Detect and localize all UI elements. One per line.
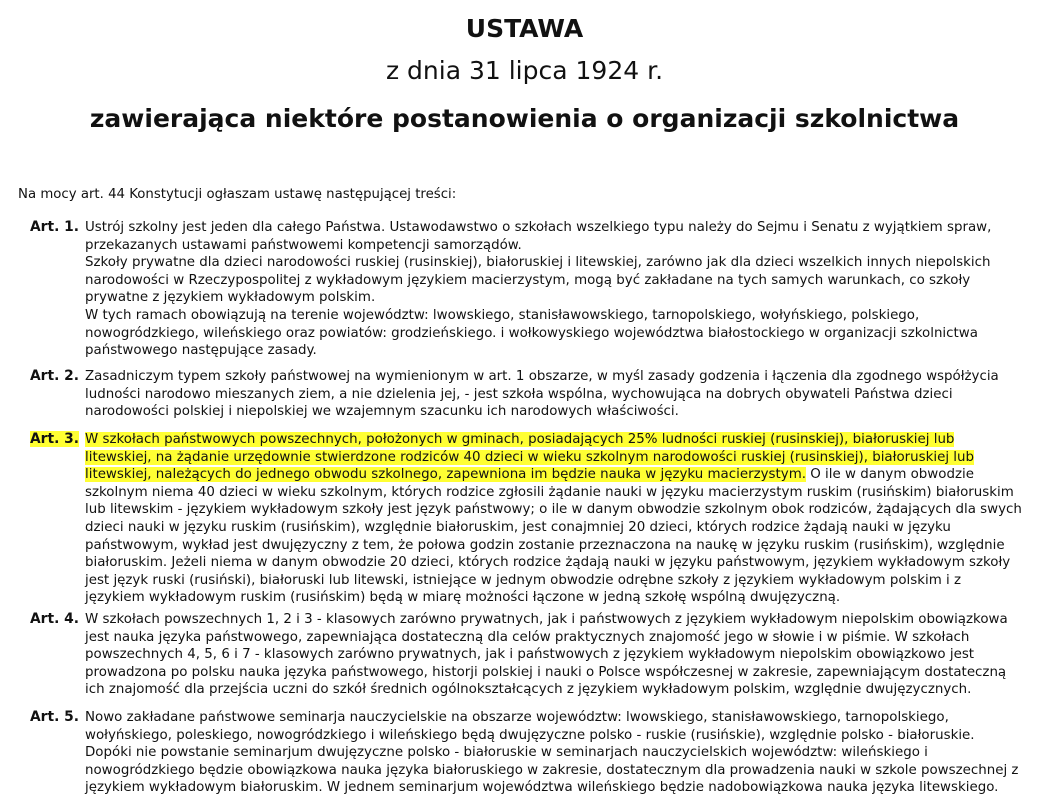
article-line: państwowym, wykład jest dwujęzyczny z tem, że połowa godzin zostanie przeznaczona na naukę w języku ruskim (rusińskim), względnie: [85, 537, 1005, 553]
article-line: lub litewskim - językiem wykładowym szkoły jest język państwowy; o ile w danym obwodzie szkolnym obok rodziców, żądających dla swych: [85, 502, 1022, 518]
article-line: prowadzona po polsku nauka języka państwowego, historji polskiej i nauki o Polsce współczesnej w zakresie, zapewniającym dostateczną: [85, 664, 1007, 680]
article-line: językiem wykładowym ruskim (rusińskim) będą w miarę możności łączone w jedną szkołę wspólną dwujęzyczną.: [85, 590, 841, 606]
article-body: [85, 368, 1035, 421]
article-line: powszechnych 4, 5, 6 i 7 - klasowych zarówno prywatnych, jak i państwowych z językiem wykładowym niepolskim obowiązkowo jest: [85, 647, 975, 663]
highlighted-text: litewskiej, należących do jednego obwodu szkolnego, zapewniona im będzie nauka w języku macierzystym.: [85, 467, 806, 483]
article-line: Szkoły prywatne dla dzieci narodowości ruskiej (rusinskiej), białoruskiej i litewskiej, zarówno jak dla dzieci wszelkich innych niepolskich: [85, 255, 991, 271]
article-line: ludności narodowo mieszanych ziem, a nie dzielenia jej, - jest szkoła wspólna, wychowująca na dobrych obywateli Państwa dzieci: [85, 386, 953, 402]
article-line: ich znajomość dla przejścia uczni do szkół średnich ogólnokształcących z językiem wykładowym polskim, względnie dwujęzycznych.: [85, 682, 972, 698]
law-date: z dnia 31 lipca 1924 r.: [385, 56, 664, 85]
highlighted-text: litewskiej, na żądanie urzędownie stwierdzone rodziców 40 dzieci w wieku szkolnym narodowości ruskiej (rusinskiej), białoruskiej lub: [85, 449, 975, 465]
article-body: [85, 219, 1035, 360]
article-line: W szkołach powszechnych 1, 2 i 3 - klasowych zarówno prywatnych, jak i państwowych z językiem wykładowym niepolskim obowiązkowa: [85, 612, 1008, 627]
article-line: przekazanych ustawami państwowemi kompetencji samorządów.: [85, 237, 522, 253]
highlighted-label: Art. 3.: [30, 431, 79, 447]
article-body: [85, 709, 1035, 797]
plain-text: O ile w danym obwodzie: [806, 467, 974, 483]
article-label: Art. 2.: [30, 368, 79, 384]
article-line: dzieci nauki w języku ruskim (rusińskim), względnie białoruskim, jest conajmniej 20 dzieci, których rodzice żądają nauki w języku: [85, 519, 951, 535]
article-line: nowogródzkiego, wileńskiego oraz powiatów: grodzieńskiego. i wołkowyskiego województwa białostockiego w organizacji szkolnictwa: [85, 325, 978, 341]
article-line: jest język ruski (rusiński), białoruski lub litewski, istniejące w jednym obwodzie odrębne szkoły z językiem wykładowym polskim i z: [85, 572, 961, 588]
article-line: Dopóki nie powstanie seminarjum dwujęzyczne polsko - białoruskie w seminarjach nauczycielskich województw: wileńskiego i: [85, 745, 928, 761]
law-subtitle: zawierająca niektóre postanowienia o organizacji szkolnictwa: [89, 104, 960, 133]
article-line: prywatne z językiem wykładowym polskim.: [85, 290, 376, 306]
article-line: Nowo zakładane państwowe seminarja nauczycielskie na obszarze województw: lwowskiego, stanisławowskiego, tarnopolskiego,: [85, 710, 949, 725]
intro-text: Na mocy art. 44 Konstytucji ogłaszam ustawę następującej treści:: [18, 187, 457, 202]
article-line: wołyńskiego, poleskiego, nowogródzkiego i wileńskiego będą dwujęzyczne polsko - ruskie (rusińskie), względnie polsko - białoruskie.: [85, 727, 975, 743]
article-label: Art. 1.: [30, 219, 79, 235]
article-line-highlighted: [85, 449, 1035, 467]
article-label: Art. 4.: [30, 611, 79, 627]
article-line: jest nauka języka państwowego, zapewniająca dostateczną dla celów praktycznych znajomość jego w słowie i w piśmie. W szkołach: [85, 629, 970, 645]
article-body: [85, 431, 1035, 607]
law-title: USTAWA: [465, 14, 584, 43]
article-line: narodowości polskiej i niepolskiej we wzajemnym szacunku ich narodowych właściwości.: [85, 404, 679, 420]
article-label: [30, 431, 79, 449]
article-line-highlighted: [85, 431, 1035, 449]
article-line: narodowości w Rzeczypospolitej z wykładowym językiem macierzystym, mogą być zakładane na tych samych warunkach, co szkoły: [85, 272, 971, 288]
article-line: W tych ramach obowiązują na terenie województw: lwowskiego, stanisławowskiego, tarnopolskiego, wołyńskiego, polskiego,: [85, 307, 920, 323]
article-label: Art. 5.: [30, 709, 79, 725]
article-body: [85, 611, 1035, 699]
article-line: Ustrój szkolny jest jeden dla całego Państwa. Ustawodawstwo o szkołach wszelkiego typu należy do Sejmu i Senatu z wyjątkiem spraw,: [85, 220, 992, 235]
article-line: językiem wykładowym białoruskim. W jednem seminarjum województwa wileńskiego będzie nadobowiązkowa nauka języka litewskiego.: [85, 780, 999, 796]
article-line: szkolnym niema 40 dzieci w wieku szkolnym, których rodzice zgłosili żądanie nauki w języku macierzystym ruskim (rusińskim) białoruskim: [85, 484, 1014, 500]
article-line: Zasadniczym typem szkoły państwowej na wymienionym w art. 1 obszarze, w myśl zasady godzenia i łączenia dla zgodnego współżycia: [85, 369, 999, 384]
article-line: państwowego następujące zasady.: [85, 343, 317, 359]
article-line: nowogródzkiego będzie obowiązkowa nauka języka białoruskiego w zakresie, dostatecznym dla prowadzenia nauki w szkole powszechnej z: [85, 762, 1019, 778]
article-line: białoruskim. Jeżeli niema w danym obwodzie 20 dzieci, których rodzice żądają nauki w języku państwowym, językiem wykładowym szkoły: [85, 555, 1011, 571]
highlighted-text: W szkołach państwowych powszechnych, położonych w gminach, posiadających 25% ludności ruskiej (rusinskiej), białoruskiej lub: [85, 432, 955, 447]
article-line-mixed: [85, 466, 1035, 484]
